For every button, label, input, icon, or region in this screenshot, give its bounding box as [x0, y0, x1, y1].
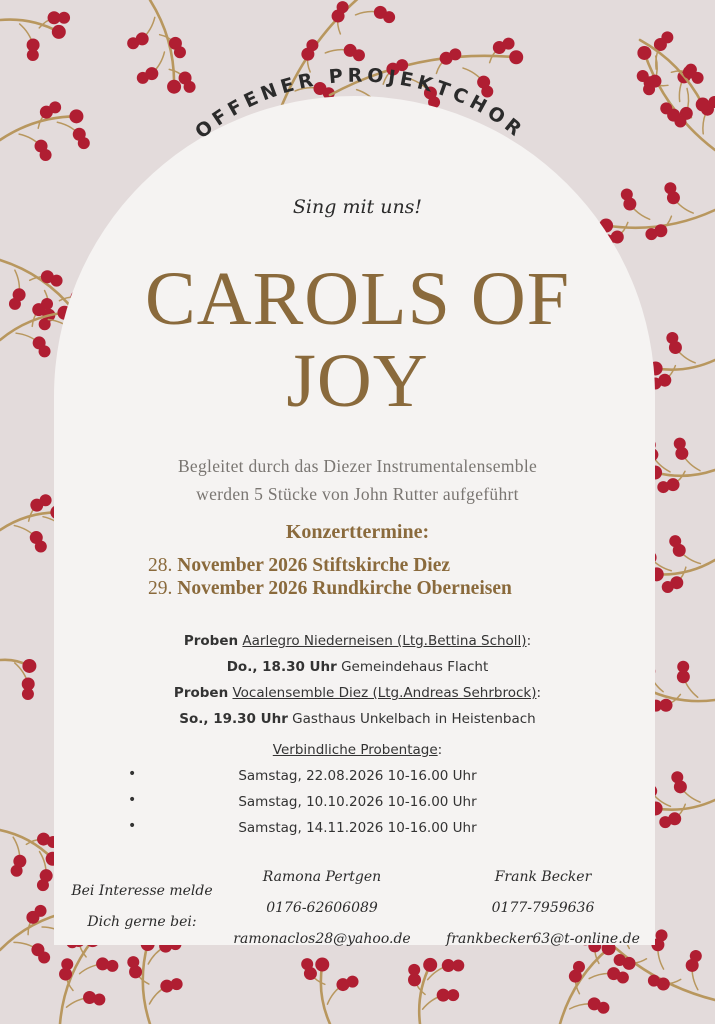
concert-date-2	[148, 577, 512, 600]
description-line-2: werden 5 Stücke von John Rutter aufgeführt	[196, 484, 519, 504]
page-title	[0, 258, 715, 422]
concert-day: 29.	[148, 578, 173, 599]
contact-intro-line-2: Dich gerne bei:	[87, 914, 197, 930]
contact-name: Ramona Pertgen	[262, 869, 382, 885]
colon: :	[437, 742, 443, 758]
list-item: Samstag, 10.10.2026 10-16.00 Uhr	[238, 794, 477, 810]
probentage-heading	[0, 742, 715, 758]
list-item: Samstag, 22.08.2026 10-16.00 Uhr	[238, 768, 477, 784]
contact-frank	[436, 862, 650, 955]
rehearsal-2-line	[0, 680, 715, 706]
rehearsal-place: Gasthaus Unkelbach in Heistenbach	[292, 711, 536, 727]
contact-email[interactable]: ramonaclos28@yahoo.de	[233, 931, 411, 947]
probentage-heading-text: Verbindliche Probentage	[272, 742, 438, 758]
bullet-icon: •	[128, 818, 137, 834]
contact-intro-line-1: Bei Interesse melde	[71, 883, 213, 899]
contact-phone[interactable]: 0177-7959636	[491, 900, 595, 916]
colon: :	[536, 685, 542, 701]
rehearsal-2-time	[0, 706, 715, 732]
concert-day: 28.	[148, 555, 173, 576]
subtitle: Sing mit uns!	[292, 196, 423, 218]
colon: :	[526, 633, 532, 649]
concert-dates	[148, 554, 512, 600]
concert-text: November 2026 Rundkirche Oberneisen	[177, 578, 512, 599]
rehearsal-place: Gemeindehaus Flacht	[341, 659, 489, 675]
list-item: Samstag, 14.11.2026 10-16.00 Uhr	[238, 820, 477, 836]
rehearsal-label: Proben	[173, 685, 229, 701]
rehearsal-1-time	[0, 654, 715, 680]
title-line-1: CAROLS OF	[145, 257, 570, 341]
rehearsal-1-line	[0, 628, 715, 654]
title-line-2: JOY	[286, 339, 429, 423]
description-line-1: Begleitet durch das Diezer Instrumentalensemble	[177, 456, 538, 476]
rehearsal-ensemble: Vocalensemble Diez (Ltg.Andreas Sehrbrock)	[232, 685, 537, 701]
concert-text: November 2026 Stiftskirche Diez	[177, 555, 451, 576]
arc-heading-text: OFFENER PROJEKTCHOR	[191, 64, 529, 144]
bullet-icon: •	[128, 792, 137, 808]
rehearsal-time: So., 19.30 Uhr	[179, 711, 288, 727]
rehearsal-ensemble: Aarlegro Niederneisen (Ltg.Bettina Scholl)	[242, 633, 527, 649]
concert-heading: Konzerttermine:	[285, 521, 430, 543]
contact-phone[interactable]: 0176-62606089	[266, 900, 378, 916]
contact-email[interactable]: frankbecker63@t-online.de	[446, 931, 640, 947]
description	[0, 452, 715, 508]
concert-date-1	[148, 554, 512, 577]
rehearsal-label: Proben	[183, 633, 239, 649]
rehearsal-time: Do., 18.30 Uhr	[226, 659, 337, 675]
contact-intro	[60, 876, 224, 938]
bullet-icon: •	[128, 766, 137, 782]
svg-text:OFFENER PROJEKTCHOR	[191, 65, 529, 144]
contact-name: Frank Becker	[494, 869, 592, 885]
contact-ramona	[222, 862, 422, 955]
rehearsal-info	[0, 628, 715, 732]
arc-heading	[0, 0, 715, 300]
